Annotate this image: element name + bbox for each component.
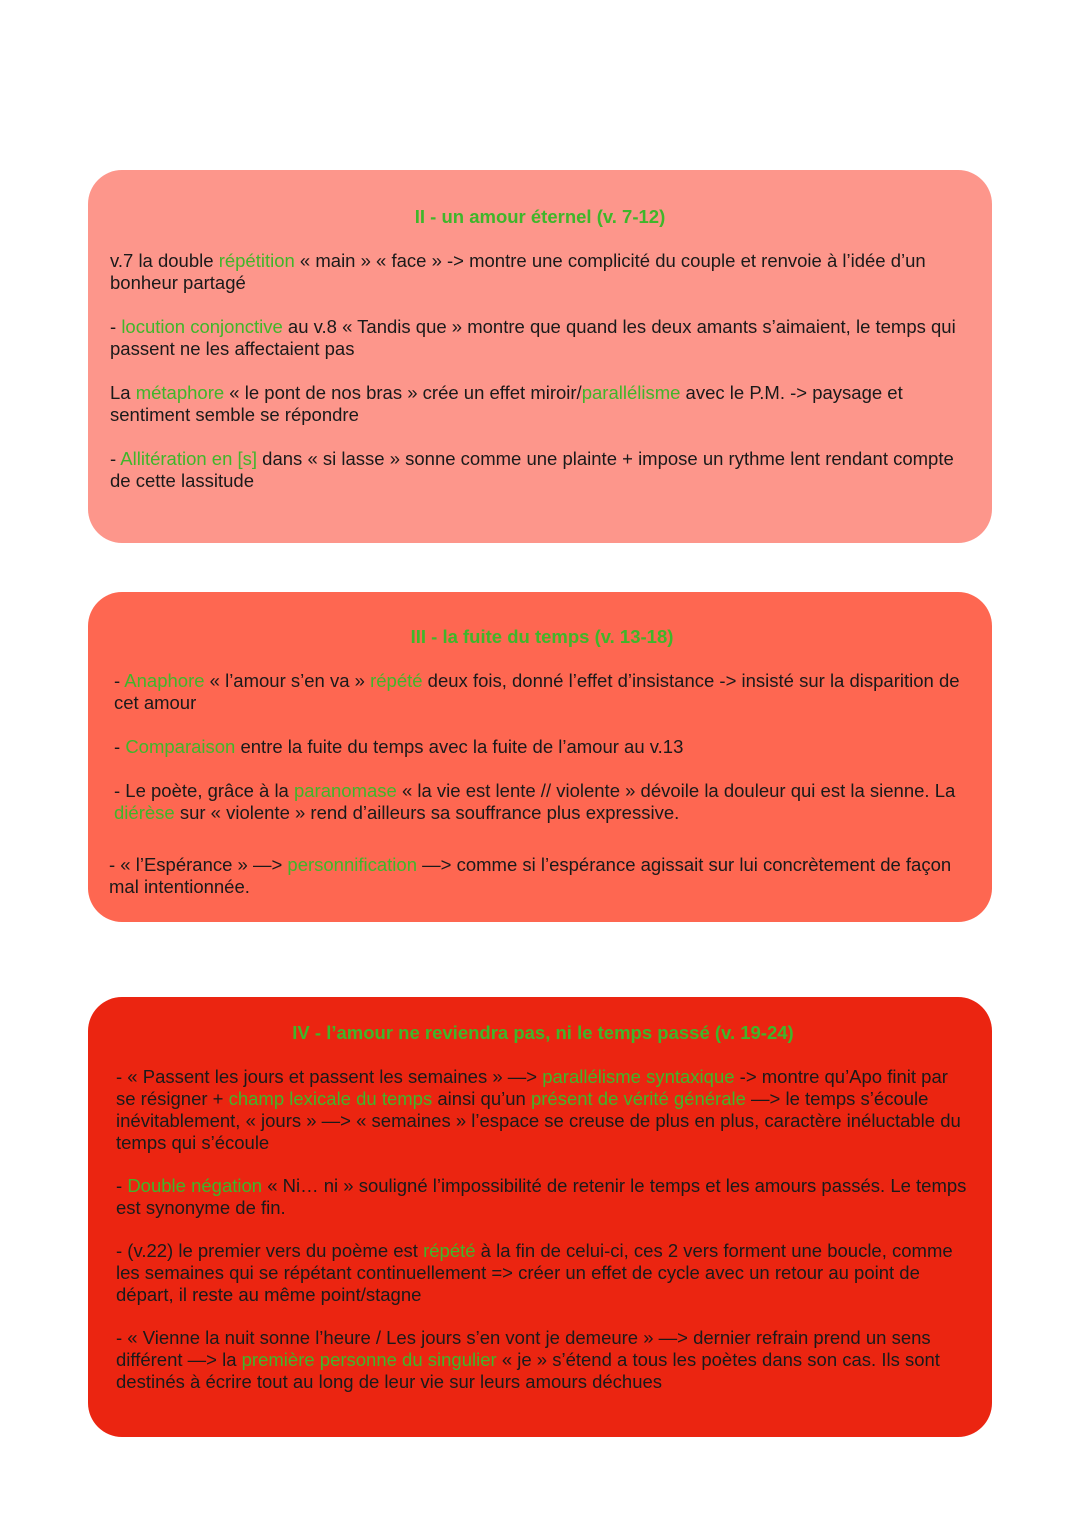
text: à la fin de celui-ci, ces 2 vers forment une boucle, comme les semaines qui se répétant continuellement => créer un effet de cycle avec un retour au point de départ, il reste au même point/stagne xyxy=(116,1240,953,1305)
paragraph xyxy=(116,1066,970,1154)
highlight-term: métaphore xyxy=(135,382,225,403)
text: « main » « face » -> montre une complicité du couple et renvoie à l’idée d’un bonheur partagé xyxy=(110,250,926,293)
highlight-term: Comparaison xyxy=(125,736,236,757)
text: « l’amour s’en va » xyxy=(204,670,371,691)
text: dans « si lasse » sonne comme une plainte + impose un rythme lent rendant compte de cette lassitude xyxy=(110,448,954,491)
section-card-amour-eternel xyxy=(88,170,992,543)
highlight-term: paranomase xyxy=(293,780,397,801)
text: - (v.22) le premier vers du poème est xyxy=(116,1240,424,1261)
highlight-term: Allitération en [s] xyxy=(120,448,258,469)
paragraph xyxy=(114,736,970,758)
text: - xyxy=(116,1175,128,1196)
text: -> montre qu’Apo finit par se résigner + xyxy=(116,1066,948,1109)
paragraph xyxy=(110,448,970,492)
highlight-term: parallélisme syntaxique xyxy=(542,1066,735,1087)
highlight-term: champ lexicale du temps xyxy=(228,1088,433,1109)
text: deux fois, donné l’effet d’insistance -> insisté sur la disparition de cet amour xyxy=(114,670,960,713)
paragraph xyxy=(109,854,970,898)
text: avec le P.M. -> paysage et sentiment semble se répondre xyxy=(110,382,903,425)
text: - xyxy=(110,448,121,469)
text: « la vie est lente // violente » dévoile la douleur qui est la sienne. La xyxy=(396,780,956,801)
text: - « l’Espérance » —> xyxy=(109,854,288,875)
text: - xyxy=(110,316,122,337)
text: « le pont de nos bras » crée un effet miroir/ xyxy=(224,382,582,403)
text: v.7 la double xyxy=(110,250,219,271)
highlight-term: diérèse xyxy=(114,802,175,823)
text: sur « violente » rend d’ailleurs sa souffrance plus expressive. xyxy=(174,802,680,823)
section-title: III - la fuite du temps (v. 13-18) xyxy=(410,626,674,647)
paragraph xyxy=(110,250,970,294)
highlight-term: présent de vérité générale xyxy=(530,1088,746,1109)
paragraph xyxy=(110,382,970,426)
text: au v.8 « Tandis que » montre que quand les deux amants s’aimaient, le temps qui passent ne les affectaient pas xyxy=(110,316,956,359)
text: - xyxy=(114,736,126,757)
text: —> comme si l’espérance agissait sur lui concrètement de façon mal intentionnée. xyxy=(109,854,952,897)
text: - « Vienne la nuit sonne l’heure / Les jours s’en vont je demeure » —> dernier refrain prend un sens différent —> la xyxy=(116,1327,931,1370)
highlight-term: personnification xyxy=(287,854,417,875)
text: entre la fuite du temps avec la fuite de l’amour au v.13 xyxy=(235,736,684,757)
text: —> le temps s’écoule inévitablement, « jours » —> « semaines » l’espace se creuse de plus en plus, caractère inéluctable du temps qui s’écoule xyxy=(116,1088,961,1153)
highlight-term: répété xyxy=(423,1240,476,1261)
paragraph xyxy=(116,1327,970,1393)
paragraph xyxy=(114,670,970,714)
text: « je » s’étend a tous les poètes dans son cas. Ils sont destinés à écrire tout au long de leur vie sur leurs amours déchues xyxy=(116,1349,940,1392)
text: - xyxy=(114,670,125,691)
highlight-term: Anaphore xyxy=(124,670,205,691)
highlight-term: locution conjonctive xyxy=(121,316,283,337)
paragraph xyxy=(116,1175,970,1219)
section-card-fuite-du-temps xyxy=(88,592,992,922)
text: ainsi qu’un xyxy=(432,1088,531,1109)
highlight-term: parallélisme xyxy=(581,382,681,403)
text: - Le poète, grâce à la xyxy=(114,780,294,801)
text: « Ni… ni » souligné l’impossibilité de retenir le temps et les amours passés. Le temps est synonyme de fin. xyxy=(116,1175,967,1218)
highlight-term: répétition xyxy=(218,250,295,271)
paragraph xyxy=(110,316,970,360)
paragraph xyxy=(116,1240,970,1306)
section-title: IV - l’amour ne reviendra pas, ni le temps passé (v. 19-24) xyxy=(292,1022,794,1043)
highlight-term: première personne du singulier xyxy=(241,1349,497,1370)
section-title: II - un amour éternel (v. 7-12) xyxy=(414,206,666,227)
highlight-term: répété xyxy=(370,670,423,691)
text: - « Passent les jours et passent les semaines » —> xyxy=(116,1066,543,1087)
highlight-term: Double négation xyxy=(127,1175,263,1196)
paragraph xyxy=(114,780,970,824)
section-card-amour-ne-reviendra-pas xyxy=(88,997,992,1437)
text: La xyxy=(110,382,136,403)
